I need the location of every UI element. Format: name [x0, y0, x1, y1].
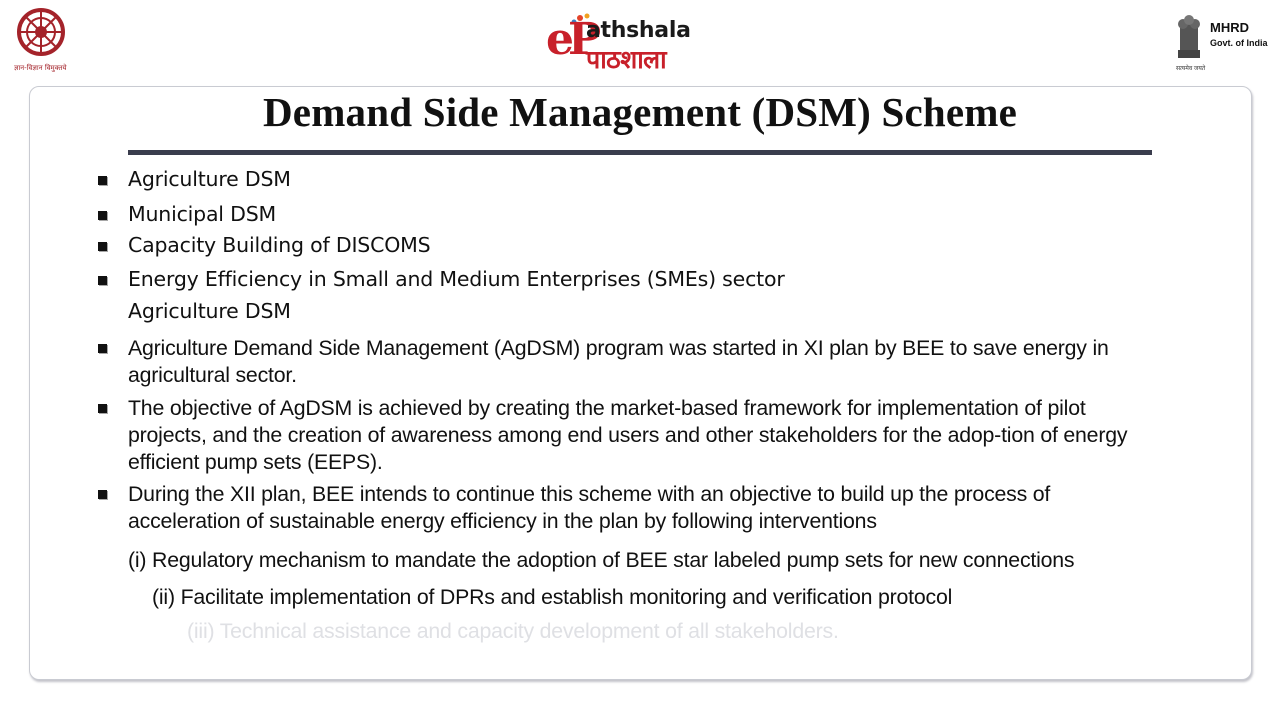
national-emblem-icon [1172, 10, 1206, 64]
bullet-marker [98, 176, 107, 185]
bullet-item: Municipal DSM [128, 202, 277, 226]
title-divider [128, 150, 1152, 155]
mhrd-subtitle: Govt. of India [1210, 38, 1268, 48]
bullet-marker [98, 276, 107, 285]
logo-text-english: athshala [586, 18, 691, 43]
mhrd-logo [1172, 8, 1272, 72]
bullet-marker [98, 211, 107, 220]
bullet-item: Agriculture DSM [128, 167, 291, 191]
bullet-marker [98, 344, 107, 353]
bullet-item: Energy Efficiency in Small and Medium Enterprises (SMEs) sector [128, 267, 785, 291]
ugc-logo [10, 6, 72, 74]
bullet-marker [98, 242, 107, 251]
intervention-item: (i) Regulatory mechanism to mandate the adoption of BEE star labeled pump sets for new connections [128, 548, 1075, 572]
bullet-item: Capacity Building of DISCOMS [128, 233, 431, 257]
logo-motto: ज्ञान-विज्ञान विमुक्तये [14, 64, 67, 72]
logo-text-hindi: पाठशाला [586, 45, 667, 74]
emblem-motto: सत्यमेव जयते [1176, 66, 1206, 72]
epathshala-logo [546, 12, 736, 76]
paragraph: The objective of AgDSM is achieved by creating the market-based framework for implementation of pilot projects, and the creation of awareness among end users and other stakeholders for the adop-tion of energy efficient pump sets (EEPS). [128, 396, 1128, 474]
section-subheading: Agriculture DSM [128, 299, 291, 323]
logo-p: P [568, 14, 602, 65]
slide-title: Demand Side Management (DSM) Scheme [262, 89, 1018, 135]
wheel-emblem-icon [10, 6, 72, 62]
paragraph: Agriculture Demand Side Management (AgDSM) program was started in XI plan by BEE to save energy in agricultural sector. [128, 336, 1109, 387]
logo-e: e [546, 14, 574, 65]
intervention-item: (iii) Technical assistance and capacity development of all stakeholders. [187, 619, 839, 643]
bullet-marker [98, 490, 107, 499]
bullet-marker [98, 404, 107, 413]
intervention-item: (ii) Facilitate implementation of DPRs and establish monitoring and verification protocol [152, 585, 953, 609]
paragraph: During the XII plan, BEE intends to continue this scheme with an objective to build up the process of acceleration of sustainable energy efficiency in the plan by following interventions [128, 482, 1051, 533]
mhrd-title: MHRD [1210, 20, 1249, 35]
